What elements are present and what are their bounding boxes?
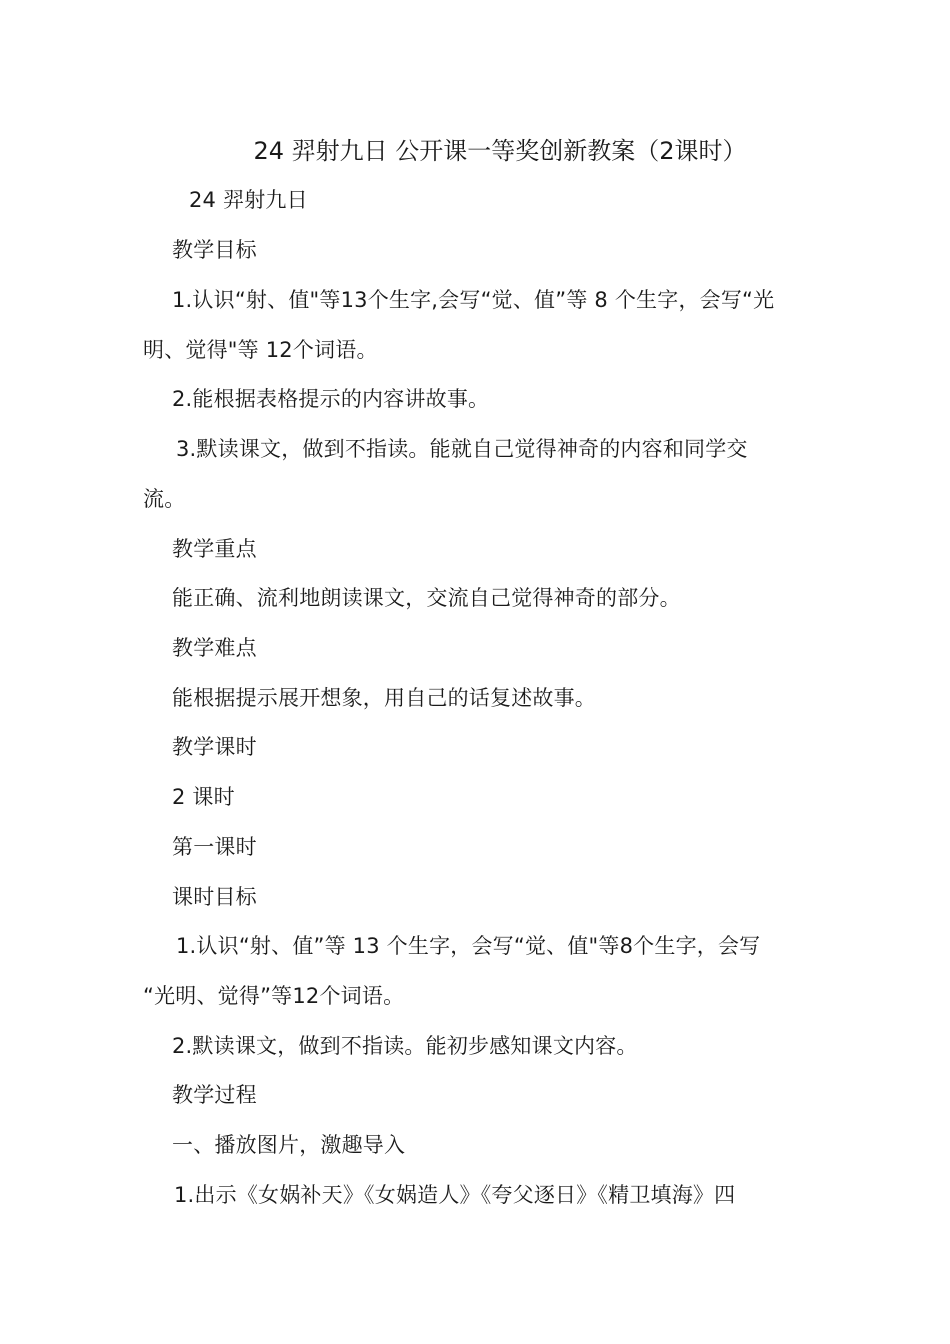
paragraph-line: 能正确、流利地朗读课文，交流自己觉得神奇的部分。: [172, 586, 681, 610]
section-heading-difficulties: 教学难点: [172, 636, 257, 660]
paragraph-line: 能根据提示展开想象，用自己的话复述故事。: [172, 686, 596, 710]
section-heading-period-objectives: 课时目标: [172, 885, 257, 909]
paragraph-line: 1.认识“射、值"等13个生字,会写“觉、值”等 8 个生字，会写“光: [172, 288, 775, 312]
paragraph-line: 3.默读课文，做到不指读。能就自己觉得神奇的内容和同学交: [176, 437, 748, 461]
paragraph-line: “光明、觉得”等12个词语。: [143, 984, 405, 1008]
paragraph-line: 一、播放图片，激趣导入: [172, 1133, 406, 1157]
paragraph-line: 2.默读课文，做到不指读。能初步感知课文内容。: [172, 1034, 638, 1058]
paragraph-line: 2.能根据表格提示的内容讲故事。: [172, 387, 490, 411]
section-heading-objectives: 教学目标: [172, 238, 257, 262]
section-heading-process: 教学过程: [172, 1083, 257, 1107]
paragraph-line: 明、觉得"等 12个词语。: [143, 338, 378, 362]
paragraph-line: 流。: [143, 487, 186, 511]
section-heading-key-points: 教学重点: [172, 537, 257, 561]
paragraph-line: 1.出示《女娲补天》《女娲造人》《夸父逐日》《精卫填海》四: [174, 1183, 736, 1207]
section-heading-first-period: 第一课时: [172, 835, 257, 859]
paragraph-line: 2 课时: [172, 785, 235, 809]
document-title: 24 羿射九日 公开课一等奖创新教案（2课时）: [253, 137, 747, 165]
section-heading-periods: 教学课时: [172, 735, 257, 759]
lesson-heading: 24 羿射九日: [189, 188, 308, 212]
paragraph-line: 1.认识“射、值”等 13 个生字，会写“觉、值"等8个生字，会写: [176, 934, 761, 958]
